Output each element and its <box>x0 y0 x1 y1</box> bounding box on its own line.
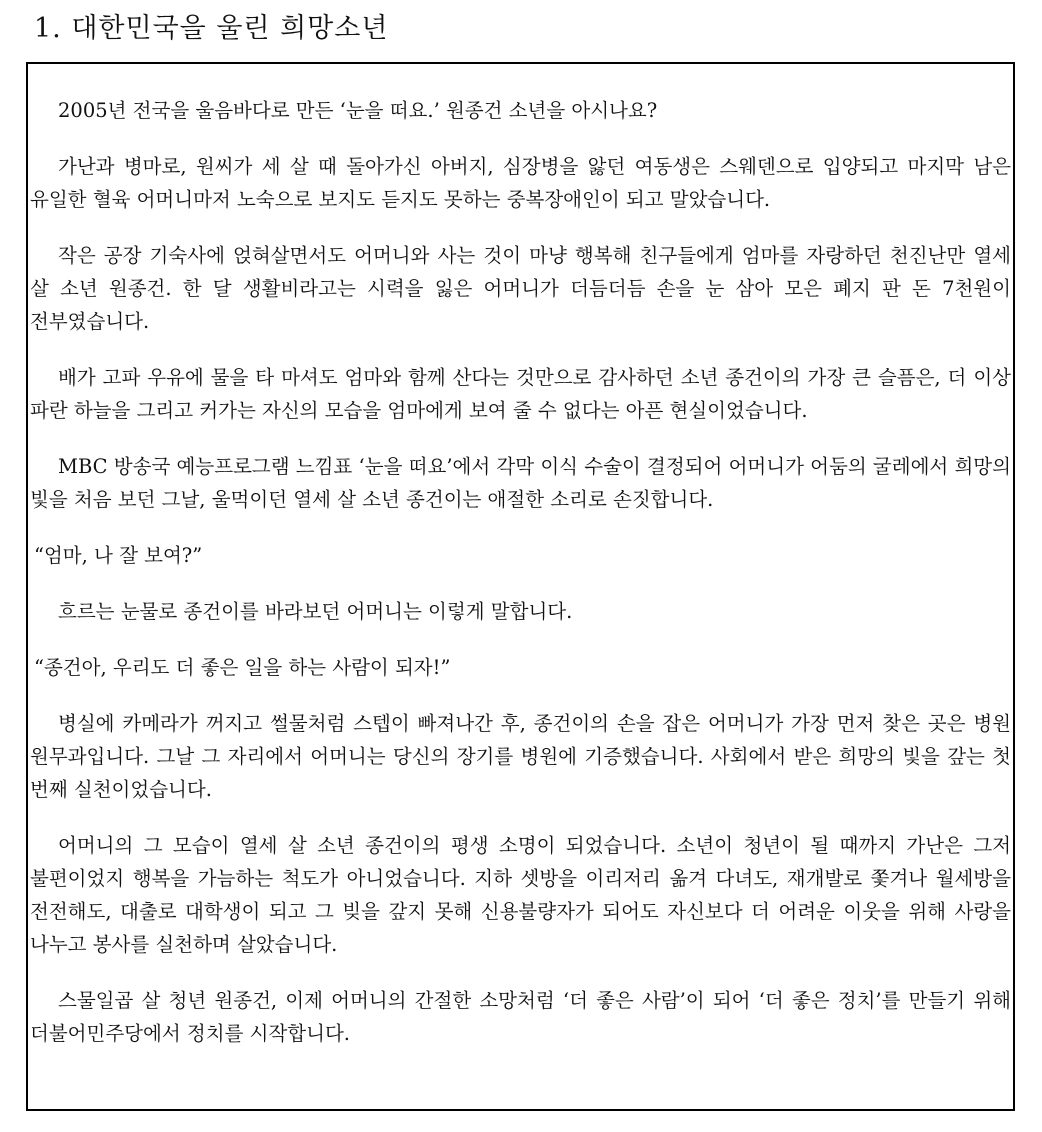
paragraph-organ-donation: 병실에 카메라가 꺼지고 썰물처럼 스텝이 빠져나간 후, 종건이의 손을 잡은 어머니가 가장 먼저 찾은 곳은 병원 원무과입니다. 그날 그 자리에서 어머니는 당신의 장기를 병원에 기증했습니다. 사회에서 받은 희망의 빛을 갚는 첫 번째 실천이었습니다. <box>30 712 1011 801</box>
content-box <box>26 62 1015 1111</box>
paragraph-family-hardship: 가난과 병마로, 원씨가 세 살 때 돌아가신 아버지, 심장병을 앓던 여동생은 스웨덴으로 입양되고 마지막 남은 유일한 혈육 어머니마저 노숙으로 보지도 듣지도 못하는 중복장애인이 되고 말았습니다. <box>30 155 1011 211</box>
quote-better-person: “종건아, 우리도 더 좋은 일을 하는 사람이 되자!” <box>34 656 451 679</box>
paragraph-factory-dorm: 작은 공장 기숙사에 얹혀살면서도 어머니와 사는 것이 마냥 행복해 친구들에게 엄마를 자랑하던 천진난만 열세 살 소년 원종건. 한 달 생활비라고는 시력을 잃은 어머니가 더듬더듬 손을 눈 삼아 모은 폐지 판 돈 7천원이 전부였습니다. <box>30 244 1011 333</box>
paragraph-life-mission: 어머니의 그 모습이 열세 살 소년 종건이의 평생 소명이 되었습니다. 소년이 청년이 될 때까지 가난은 그저 불편이었지 행복을 가늠하는 척도가 아니었습니다. 지하 셋방을 이리저리 옮겨 다녀도, 재개발로 쫓겨나 월세방을 전전해도, 대출로 대학생이 되고 그 빚을 갚지 못해 신용불량자가 되어도 자신보다 더 어려운 이웃을 위해 사랑을 나누고 봉사를 실천하며 살았습니다. <box>30 834 1011 956</box>
document-body <box>30 94 1011 1073</box>
document-title: 1. 대한민국을 울린 희망소년 <box>34 13 389 44</box>
paragraph-mother-tears: 흐르는 눈물로 종건이를 바라보던 어머니는 이렇게 말합니다. <box>58 600 573 623</box>
paragraph-mbc-broadcast: MBC 방송국 예능프로그램 느낌표 ‘눈을 떠요’에서 각막 이식 수술이 결정되어 어머니가 어둠의 굴레에서 희망의 빛을 처음 보던 그날, 울먹이던 열세 살 소년 종건이는 애절한 소리로 손짓합니다. <box>30 455 1011 511</box>
paragraph-intro: 2005년 전국을 울음바다로 만든 ‘눈을 떠요.’ 원종건 소년을 아시나요? <box>58 99 658 122</box>
quote-mom-can-you-see: “엄마, 나 잘 보여?” <box>34 544 203 567</box>
paragraph-politics-start: 스물일곱 살 청년 원종건, 이제 어머니의 간절한 소망처럼 ‘더 좋은 사람’이 되어 ‘더 좋은 정치’를 만들기 위해 더불어민주당에서 정치를 시작합니다. <box>30 989 1011 1045</box>
paragraph-sadness: 배가 고파 우유에 물을 타 마셔도 엄마와 함께 산다는 것만으로 감사하던 소년 종건이의 가장 큰 슬픔은, 더 이상 파란 하늘을 그리고 커가는 자신의 모습을 엄마에게 보여 줄 수 없다는 아픈 현실이었습니다. <box>30 366 1011 422</box>
